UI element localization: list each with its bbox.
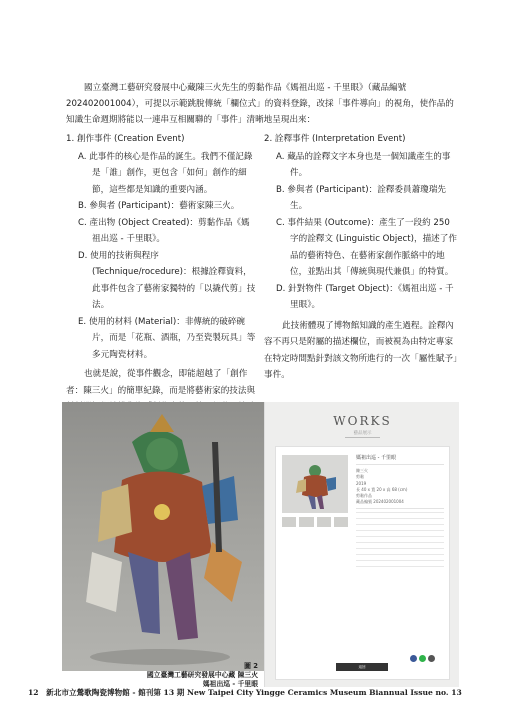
creation-event-section — [66, 131, 258, 432]
caption-line: 圖 2 — [244, 662, 258, 670]
sculpture-photo — [62, 402, 264, 671]
caption-line: 國立臺灣工藝研究發展中心藏 陳三火 — [146, 671, 258, 679]
creation-heading: 1. 創作事件 (Creation Event) — [66, 134, 185, 144]
list-item: A. 藏品的詮釋文字本身也是一個知識產生的事件。 — [276, 151, 451, 178]
description-text-block — [356, 512, 444, 572]
divider — [356, 508, 444, 509]
interpretation-heading: 2. 詮釋事件 (Interpretation Event) — [264, 134, 406, 144]
meta-line: 剪黏 — [356, 474, 364, 480]
line-icon[interactable] — [419, 655, 426, 662]
work-thumbnail — [282, 455, 348, 513]
figure-2 — [62, 402, 459, 687]
thumbnail-illustration — [282, 455, 348, 513]
interpretation-summary: 此技術體現了博物館知識的產生過程。詮釋內容不再只是附屬的描述欄位，而被視為由特定專家在特定時間點針對該文物所進行的一次「屬性賦予」事件。 — [264, 320, 458, 380]
divider — [356, 464, 444, 465]
works-subtitle: 藝品展示 — [353, 431, 372, 436]
share-icons — [410, 655, 435, 662]
intro-paragraph — [66, 80, 458, 128]
list-item: D. 使用的技術與程序 (Technique/rocedure)：根據詮釋資料，此事件包含了藝術家獨特的「以撬代剪」技法。 — [78, 250, 256, 310]
thumbnail[interactable] — [317, 517, 331, 527]
interpretation-event-section — [264, 131, 460, 384]
share-icon[interactable] — [428, 655, 435, 662]
figure-caption — [62, 662, 264, 689]
works-title: WORKS — [333, 414, 392, 428]
creation-summary: 也就是說，從事件觀念，即能超越了「創作者：陳三火」的簡單紀錄，而是將藝術家的技法與 — [66, 369, 256, 396]
meta-line: 長 40 x 寬 20 x 高 68 (cm) — [356, 486, 408, 492]
divider — [345, 437, 380, 438]
meta-line: 2019 — [356, 480, 367, 486]
list-item: A. 此事件的核心是作品的誕生。我們不僅記錄是「誰」創作，更包含「如何」創作的細節，這些都是知識的重要內涵。 — [78, 151, 253, 195]
facebook-icon[interactable] — [410, 655, 417, 662]
meta-line: 陳三火 — [356, 468, 368, 474]
thumbnail[interactable] — [334, 517, 348, 527]
page-footer: 12 新北市立鶯歌陶瓷博物館 - 館刊第 13 期 New Taipei City Yingge Ceramics Museum Biannual Issue no. 13 — [28, 688, 462, 697]
list-item: C. 產出物 (Object Created)：剪黏作品《媽祖出巡 - 千里眼》。 — [78, 217, 250, 244]
work-name: 媽祖出巡 - 千里眼 — [356, 455, 396, 461]
back-button[interactable]: 返回 — [336, 663, 388, 671]
list-item: D. 針對物件 (Target Object)：《媽祖出巡 - 千里眼》。 — [276, 283, 454, 310]
thumbnail[interactable] — [282, 517, 296, 527]
list-item: E. 使用的材料 (Material)：非傳統的破碎碗片，而是「花瓶、酒瓶，乃至瓷製玩具」等多元陶瓷材料。 — [78, 316, 256, 360]
list-item: B. 參與者 (Participant)：詮釋委員蕭瓊瑞先生。 — [276, 184, 446, 211]
website-panel — [264, 402, 459, 687]
work-metadata — [356, 455, 444, 572]
meta-line: 藏品編號 202402001004 — [356, 499, 404, 505]
thumbnail[interactable] — [299, 517, 313, 527]
intro-text: 國立臺灣工藝研究發展中心藏陳三火先生的剪黏作品《媽祖出巡 - 千里眼》（藏品編號 202402001004），可提以示範跳脫傳統「欄位式」的資料登錄，改採「事件導向」的視角，使作品的知識生命週期將能以一連串互相關聯的「事件」清晰地呈現出來： — [66, 83, 454, 125]
caption-line: 媽祖出巡 - 千里眼 — [202, 680, 258, 688]
sculpture-illustration — [62, 402, 264, 671]
meta-line: 剪黏作品 — [356, 493, 372, 499]
thumbnail-strip — [282, 517, 348, 527]
work-card — [275, 446, 450, 680]
list-item: B. 參與者 (Participant)：藝術家陳三火。 — [78, 201, 240, 211]
list-item: C. 事件結果 (Outcome)：產生了一段約 250 字的詮釋文 (Linguistic Object)，描述了作品的藝術特色、在藝術家創作脈絡中的地位，並點出其「傳統與現代兼俱」的特質。 — [276, 217, 457, 277]
